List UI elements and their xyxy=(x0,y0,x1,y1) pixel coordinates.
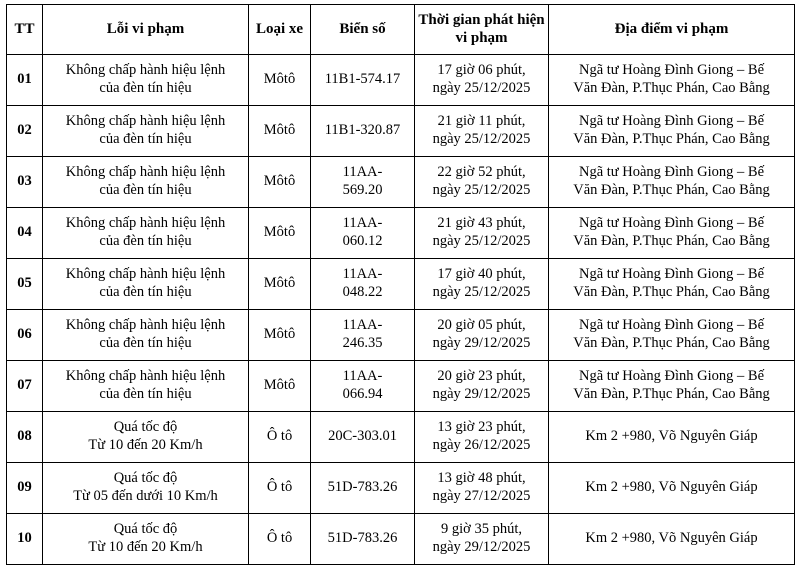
table-row xyxy=(7,207,795,258)
location-line1: Km 2 +980, Võ Nguyên Giáp xyxy=(585,529,758,546)
location-line2: Văn Đàn, P.Thục Phán, Cao Bằng xyxy=(573,181,770,198)
cell-location xyxy=(549,411,795,462)
column-header-vehicle-type xyxy=(249,5,311,55)
cell-plate xyxy=(311,360,415,411)
cell-plate xyxy=(311,513,415,564)
table-row xyxy=(7,54,795,105)
cell-location xyxy=(549,105,795,156)
column-header-time-line1: Thời gian phát xyxy=(418,12,514,28)
cell-violation xyxy=(43,54,249,105)
plate-line1: 11AA- xyxy=(342,163,383,180)
time-line1: 21 giờ 43 phút, xyxy=(437,214,526,231)
location-line1: Ngã tư Hoàng Đình Giong – Bế xyxy=(578,163,765,180)
cell-tt: 07 xyxy=(7,360,43,411)
time-line2: ngày 25/12/2025 xyxy=(432,79,531,96)
cell-plate xyxy=(311,156,415,207)
plate-line2: 048.22 xyxy=(342,283,383,300)
cell-plate xyxy=(311,462,415,513)
table-body xyxy=(7,54,795,564)
location-line2: Văn Đàn, P.Thục Phán, Cao Bằng xyxy=(573,334,770,351)
time-line1: 17 giờ 40 phút, xyxy=(437,265,526,282)
cell-tt: 02 xyxy=(7,105,43,156)
cell-plate xyxy=(311,54,415,105)
cell-location xyxy=(549,513,795,564)
table-row xyxy=(7,462,795,513)
cell-vehicle-type: Ô tô xyxy=(249,462,311,513)
column-header-plate: Biển số xyxy=(311,5,415,55)
location-line1: Ngã tư Hoàng Đình Giong – Bế xyxy=(578,316,765,333)
time-line1: 22 giờ 52 phút, xyxy=(437,163,526,180)
violation-line1: Không chấp hành hiệu lệnh xyxy=(65,61,226,78)
table-row xyxy=(7,309,795,360)
plate-line1: 11B1-574.17 xyxy=(324,70,401,87)
violation-line2: của đèn tín hiệu xyxy=(99,130,192,147)
violations-table xyxy=(6,4,795,565)
location-line1: Ngã tư Hoàng Đình Giong – Bế xyxy=(578,367,765,384)
violation-line2: của đèn tín hiệu xyxy=(99,334,192,351)
time-line1: 13 giờ 23 phút, xyxy=(437,418,526,435)
plate-line1: 11AA- xyxy=(342,214,383,231)
cell-plate xyxy=(311,309,415,360)
column-header-time xyxy=(415,5,549,55)
violation-line2: của đèn tín hiệu xyxy=(99,232,192,249)
column-header-location: Địa điểm vi phạm xyxy=(549,5,795,55)
cell-tt: 01 xyxy=(7,54,43,105)
table-row xyxy=(7,105,795,156)
cell-location xyxy=(549,309,795,360)
time-line2: ngày 29/12/2025 xyxy=(432,385,531,402)
location-line1: Km 2 +980, Võ Nguyên Giáp xyxy=(585,427,758,444)
plate-line2: 569.20 xyxy=(342,181,383,198)
table-row xyxy=(7,156,795,207)
time-line2: ngày 29/12/2025 xyxy=(432,334,531,351)
cell-time xyxy=(415,54,549,105)
location-line2: Văn Đàn, P.Thục Phán, Cao Bằng xyxy=(573,283,770,300)
violation-line2: của đèn tín hiệu xyxy=(99,385,192,402)
cell-location xyxy=(549,207,795,258)
cell-plate xyxy=(311,105,415,156)
cell-location xyxy=(549,360,795,411)
time-line2: ngày 26/12/2025 xyxy=(432,436,531,453)
plate-line1: 51D-783.26 xyxy=(327,478,398,495)
column-header-vehicle-type-line1: Loại xyxy=(255,21,286,38)
cell-violation xyxy=(43,258,249,309)
violation-line1: Không chấp hành hiệu lệnh xyxy=(65,214,226,231)
table-row xyxy=(7,513,795,564)
table-header xyxy=(7,5,795,55)
cell-time xyxy=(415,156,549,207)
time-line1: 20 giờ 05 phút, xyxy=(437,316,526,333)
cell-time xyxy=(415,411,549,462)
plate-line1: 11AA- xyxy=(342,367,383,384)
cell-plate xyxy=(311,411,415,462)
table-header-row xyxy=(7,5,795,55)
time-line2: ngày 25/12/2025 xyxy=(432,130,531,147)
cell-tt: 03 xyxy=(7,156,43,207)
cell-tt: 08 xyxy=(7,411,43,462)
cell-tt: 05 xyxy=(7,258,43,309)
violation-line1: Không chấp hành hiệu lệnh xyxy=(65,316,226,333)
cell-violation xyxy=(43,309,249,360)
location-line2: Văn Đàn, P.Thục Phán, Cao Bằng xyxy=(573,79,770,96)
cell-time xyxy=(415,513,549,564)
cell-time xyxy=(415,258,549,309)
cell-plate xyxy=(311,258,415,309)
cell-vehicle-type: Ô tô xyxy=(249,411,311,462)
table-row xyxy=(7,258,795,309)
violation-line2: của đèn tín hiệu xyxy=(99,181,192,198)
plate-line2: 246.35 xyxy=(342,334,383,351)
cell-violation xyxy=(43,360,249,411)
cell-time xyxy=(415,309,549,360)
column-header-vehicle-type-line2: xe xyxy=(288,21,304,38)
cell-location xyxy=(549,156,795,207)
location-line2: Văn Đàn, P.Thục Phán, Cao Bằng xyxy=(573,232,770,249)
table-row xyxy=(7,411,795,462)
plate-line1: 51D-783.26 xyxy=(327,529,398,546)
cell-vehicle-type: Môtô xyxy=(249,54,311,105)
violation-line2: của đèn tín hiệu xyxy=(99,283,192,300)
time-line1: 21 giờ 11 phút, xyxy=(437,112,526,129)
plate-line1: 20C-303.01 xyxy=(328,427,397,444)
time-line2: ngày 25/12/2025 xyxy=(432,181,531,198)
violation-line2: Từ 10 đến 20 Km/h xyxy=(88,436,203,453)
cell-violation xyxy=(43,156,249,207)
cell-tt: 09 xyxy=(7,462,43,513)
cell-time xyxy=(415,105,549,156)
cell-vehicle-type: Môtô xyxy=(249,207,311,258)
time-line2: ngày 27/12/2025 xyxy=(432,487,531,504)
location-line1: Km 2 +980, Võ Nguyên Giáp xyxy=(585,478,758,495)
plate-line2: 060.12 xyxy=(342,232,383,249)
violation-line2: của đèn tín hiệu xyxy=(99,79,192,96)
plate-line1: 11AA- xyxy=(342,265,383,282)
cell-violation xyxy=(43,513,249,564)
cell-vehicle-type: Môtô xyxy=(249,156,311,207)
location-line1: Ngã tư Hoàng Đình Giong – Bế xyxy=(578,265,765,282)
cell-time xyxy=(415,207,549,258)
location-line1: Ngã tư Hoàng Đình Giong – Bế xyxy=(578,112,765,129)
violation-line1: Quá tốc độ xyxy=(113,469,178,486)
location-line2: Văn Đàn, P.Thục Phán, Cao Bằng xyxy=(573,130,770,147)
column-header-tt: TT xyxy=(7,5,43,55)
time-line1: 20 giờ 23 phút, xyxy=(437,367,526,384)
cell-location xyxy=(549,54,795,105)
time-line1: 17 giờ 06 phút, xyxy=(437,61,526,78)
column-header-time-line2: hiện vi phạm xyxy=(455,12,545,47)
violation-line1: Không chấp hành hiệu lệnh xyxy=(65,163,226,180)
location-line2: Văn Đàn, P.Thục Phán, Cao Bằng xyxy=(573,385,770,402)
cell-vehicle-type: Môtô xyxy=(249,258,311,309)
violation-line1: Không chấp hành hiệu lệnh xyxy=(65,367,226,384)
violation-line1: Không chấp hành hiệu lệnh xyxy=(65,112,226,129)
cell-violation xyxy=(43,462,249,513)
plate-line2: 066.94 xyxy=(342,385,383,402)
cell-time xyxy=(415,462,549,513)
column-header-violation: Lỗi vi phạm xyxy=(43,5,249,55)
time-line2: ngày 29/12/2025 xyxy=(432,538,531,555)
cell-tt: 04 xyxy=(7,207,43,258)
violation-line1: Không chấp hành hiệu lệnh xyxy=(65,265,226,282)
cell-violation xyxy=(43,411,249,462)
cell-vehicle-type: Môtô xyxy=(249,360,311,411)
cell-location xyxy=(549,258,795,309)
time-line2: ngày 25/12/2025 xyxy=(432,283,531,300)
cell-time xyxy=(415,360,549,411)
violation-line1: Quá tốc độ xyxy=(113,520,178,537)
location-line1: Ngã tư Hoàng Đình Giong – Bế xyxy=(578,214,765,231)
cell-vehicle-type: Ô tô xyxy=(249,513,311,564)
violation-line2: Từ 10 đến 20 Km/h xyxy=(88,538,203,555)
plate-line1: 11B1-320.87 xyxy=(324,121,401,138)
time-line1: 9 giờ 35 phút, xyxy=(441,520,522,537)
time-line1: 13 giờ 48 phút, xyxy=(437,469,526,486)
violation-line2: Từ 05 đến dưới 10 Km/h xyxy=(73,487,218,504)
location-line1: Ngã tư Hoàng Đình Giong – Bế xyxy=(578,61,765,78)
cell-vehicle-type: Môtô xyxy=(249,105,311,156)
cell-tt: 06 xyxy=(7,309,43,360)
violation-line1: Quá tốc độ xyxy=(113,418,178,435)
cell-violation xyxy=(43,207,249,258)
cell-vehicle-type: Môtô xyxy=(249,309,311,360)
cell-location xyxy=(549,462,795,513)
time-line2: ngày 25/12/2025 xyxy=(432,232,531,249)
plate-line1: 11AA- xyxy=(342,316,383,333)
cell-plate xyxy=(311,207,415,258)
table-row xyxy=(7,360,795,411)
cell-tt: 10 xyxy=(7,513,43,564)
cell-violation xyxy=(43,105,249,156)
